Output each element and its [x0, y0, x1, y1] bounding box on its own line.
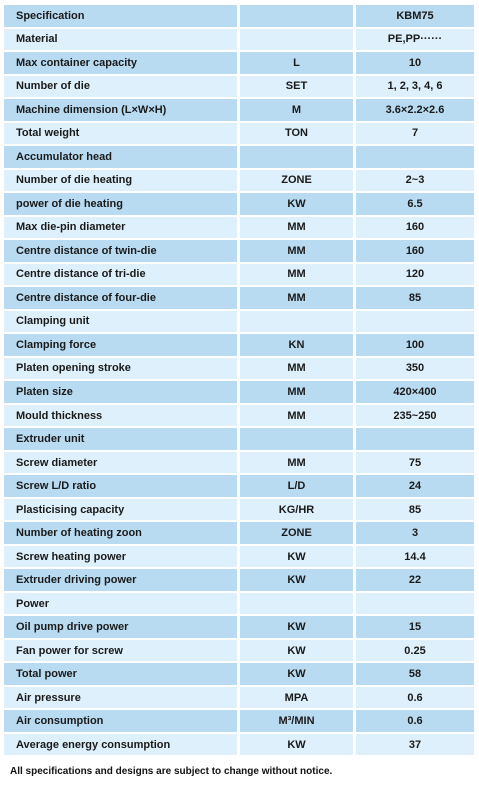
row-label: Max die-pin diameter	[4, 217, 237, 239]
row-value: 2~3	[356, 170, 474, 192]
row-value: 0.25	[356, 640, 474, 662]
row-value: 1, 2, 3, 4, 6	[356, 76, 474, 98]
table-row	[4, 123, 474, 145]
row-label: Clamping unit	[4, 311, 237, 333]
table-row	[4, 52, 474, 74]
row-label: Platen size	[4, 381, 237, 403]
row-value: 0.6	[356, 710, 474, 732]
row-unit: KW	[240, 569, 353, 591]
row-unit: KN	[240, 334, 353, 356]
row-unit: MM	[240, 452, 353, 474]
row-label: power of die heating	[4, 193, 237, 215]
row-label: Accumulator head	[4, 146, 237, 168]
row-unit	[240, 29, 353, 51]
row-label: Mould thickness	[4, 405, 237, 427]
table-row	[4, 170, 474, 192]
table-row	[4, 76, 474, 98]
row-label: Number of die	[4, 76, 237, 98]
table-row	[4, 663, 474, 685]
table-row	[4, 240, 474, 262]
row-label: Specification	[4, 5, 237, 27]
row-value: 10	[356, 52, 474, 74]
table-row	[4, 264, 474, 286]
row-value: 85	[356, 499, 474, 521]
row-unit: L/D	[240, 475, 353, 497]
row-unit: KW	[240, 546, 353, 568]
row-label: Number of heating zoon	[4, 522, 237, 544]
table-row	[4, 217, 474, 239]
footnote: All specifications and designs are subject to change without notice.	[10, 766, 333, 777]
row-label: Centre distance of tri-die	[4, 264, 237, 286]
row-unit: KG/HR	[240, 499, 353, 521]
table-row	[4, 29, 474, 51]
table-row	[4, 381, 474, 403]
row-label: Screw heating power	[4, 546, 237, 568]
row-label: Clamping force	[4, 334, 237, 356]
row-value: 22	[356, 569, 474, 591]
table-row	[4, 569, 474, 591]
row-value	[356, 146, 474, 168]
row-value: 3.6×2.2×2.6	[356, 99, 474, 121]
row-label: Extruder driving power	[4, 569, 237, 591]
table-row	[4, 99, 474, 121]
row-unit: MM	[240, 358, 353, 380]
row-label: Air consumption	[4, 710, 237, 732]
row-label: Extruder unit	[4, 428, 237, 450]
row-label: Plasticising capacity	[4, 499, 237, 521]
row-unit: MM	[240, 264, 353, 286]
row-label: Oil pump drive power	[4, 616, 237, 638]
table-row	[4, 616, 474, 638]
row-label: Material	[4, 29, 237, 51]
row-unit: MM	[240, 217, 353, 239]
row-unit: TON	[240, 123, 353, 145]
row-label: Max container capacity	[4, 52, 237, 74]
row-value	[356, 593, 474, 615]
row-value: 3	[356, 522, 474, 544]
row-unit: MM	[240, 240, 353, 262]
row-value: 6.5	[356, 193, 474, 215]
row-unit: ZONE	[240, 170, 353, 192]
row-label: Platen opening stroke	[4, 358, 237, 380]
row-label: Centre distance of four-die	[4, 287, 237, 309]
row-unit: KW	[240, 193, 353, 215]
row-value: 350	[356, 358, 474, 380]
row-value: 75	[356, 452, 474, 474]
row-unit: ZONE	[240, 522, 353, 544]
row-label: Average energy consumption	[4, 734, 237, 756]
row-value: 58	[356, 663, 474, 685]
row-unit: MPA	[240, 687, 353, 709]
row-label: Screw diameter	[4, 452, 237, 474]
row-unit: M³/MIN	[240, 710, 353, 732]
row-unit: MM	[240, 405, 353, 427]
table-row	[4, 5, 474, 27]
row-value: 160	[356, 217, 474, 239]
row-label: Centre distance of twin-die	[4, 240, 237, 262]
row-value: 37	[356, 734, 474, 756]
row-value: 24	[356, 475, 474, 497]
row-unit: MM	[240, 287, 353, 309]
row-value	[356, 311, 474, 333]
row-value: 100	[356, 334, 474, 356]
row-unit	[240, 311, 353, 333]
table-row	[4, 734, 474, 756]
row-unit: MM	[240, 381, 353, 403]
row-value: 7	[356, 123, 474, 145]
row-label: Total weight	[4, 123, 237, 145]
row-value: 160	[356, 240, 474, 262]
row-unit: L	[240, 52, 353, 74]
row-value: 85	[356, 287, 474, 309]
row-label: Screw L/D ratio	[4, 475, 237, 497]
spec-table	[4, 5, 474, 758]
table-row	[4, 475, 474, 497]
table-row	[4, 522, 474, 544]
table-row	[4, 452, 474, 474]
row-value: PE,PP······	[356, 29, 474, 51]
row-label: Power	[4, 593, 237, 615]
row-value: 15	[356, 616, 474, 638]
row-value: 120	[356, 264, 474, 286]
row-unit	[240, 428, 353, 450]
table-row	[4, 405, 474, 427]
table-row	[4, 687, 474, 709]
table-row	[4, 640, 474, 662]
table-row	[4, 146, 474, 168]
row-label: Fan power for screw	[4, 640, 237, 662]
table-row	[4, 710, 474, 732]
row-value: 420×400	[356, 381, 474, 403]
row-value: 0.6	[356, 687, 474, 709]
row-value: 235~250	[356, 405, 474, 427]
table-row	[4, 593, 474, 615]
table-row	[4, 499, 474, 521]
row-label: Number of die heating	[4, 170, 237, 192]
row-label: Total power	[4, 663, 237, 685]
table-row	[4, 358, 474, 380]
row-unit: KW	[240, 663, 353, 685]
table-row	[4, 311, 474, 333]
row-unit: KW	[240, 640, 353, 662]
row-unit: SET	[240, 76, 353, 98]
row-unit: M	[240, 99, 353, 121]
table-row	[4, 334, 474, 356]
table-row	[4, 287, 474, 309]
table-row	[4, 546, 474, 568]
row-unit: KW	[240, 734, 353, 756]
table-row	[4, 428, 474, 450]
row-value: 14.4	[356, 546, 474, 568]
row-label: Machine dimension (L×W×H)	[4, 99, 237, 121]
row-label: Air pressure	[4, 687, 237, 709]
row-value: KBM75	[356, 5, 474, 27]
row-value	[356, 428, 474, 450]
row-unit	[240, 593, 353, 615]
table-row	[4, 193, 474, 215]
row-unit: KW	[240, 616, 353, 638]
row-unit	[240, 5, 353, 27]
row-unit	[240, 146, 353, 168]
